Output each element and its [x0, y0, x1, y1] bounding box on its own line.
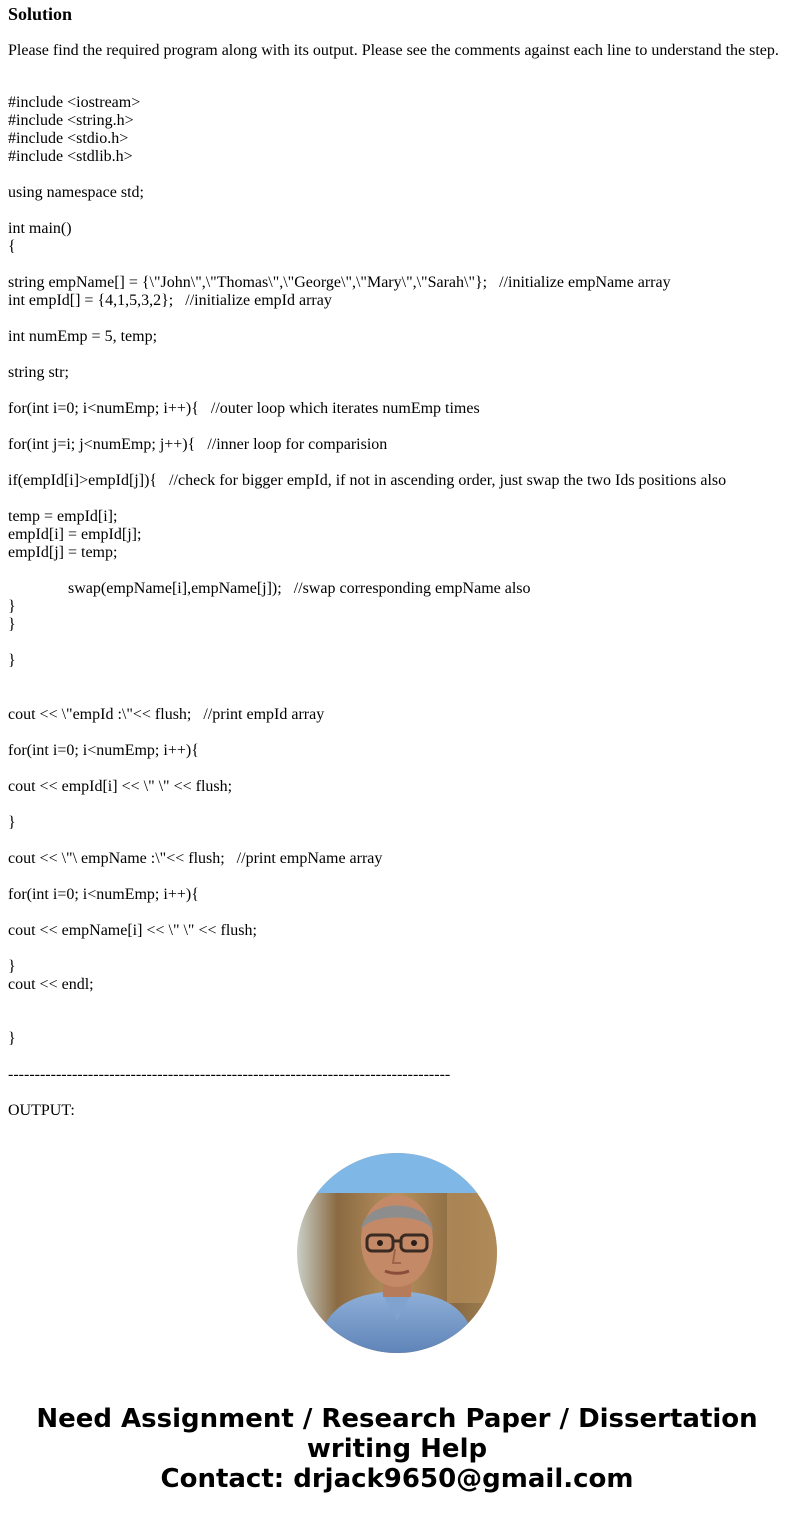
code-line: cout << empId[i] << \" \" << flush; [8, 778, 233, 795]
code-line [8, 868, 788, 886]
code-line [8, 832, 788, 850]
code-line: ----------------------------------------------------------------------------------- [8, 1066, 451, 1083]
code-line: } [8, 1030, 16, 1047]
code-line: empId[j] = temp; [8, 544, 118, 561]
code-line: } [8, 958, 16, 975]
code-line [8, 202, 788, 220]
code-line [8, 796, 788, 814]
code-line: int numEmp = 5, temp; [8, 328, 158, 345]
code-line: string str; [8, 364, 69, 381]
code-line: OUTPUT: [8, 1102, 75, 1119]
page-title: Solution [8, 4, 73, 24]
code-line: cout << \"\ empName :\"<< flush; //print empName array [8, 850, 383, 867]
code-line [8, 382, 788, 400]
code-line: } [8, 598, 16, 615]
code-line [8, 562, 788, 580]
code-line: #include <iostream> [8, 94, 141, 111]
code-line: #include <stdlib.h> [8, 148, 133, 165]
code-line [8, 688, 788, 706]
code-line [8, 634, 788, 652]
code-line: cout << empName[i] << \" \" << flush; [8, 922, 257, 939]
code-line: temp = empId[i]; [8, 508, 118, 525]
footer-ad [0, 1404, 794, 1494]
code-line: string empName[] = {\"John\",\"Thomas\",\"George\",\"Mary\",\"Sarah\"}; //initialize empName array [8, 274, 671, 291]
code-line: for(int i=0; i<numEmp; i++){ //outer loop which iterates numEmp times [8, 400, 480, 417]
code-line: } [8, 652, 16, 669]
code-line: #include <string.h> [8, 112, 134, 129]
code-line [8, 724, 788, 742]
code-line [8, 994, 788, 1012]
document [8, 4, 788, 1120]
author-photo [297, 1153, 497, 1353]
intro-paragraph: Please find the required program along with its output. Please see the comments against each line to understand the step. [8, 42, 779, 59]
code-line: int empId[] = {4,1,5,3,2}; //initialize empId array [8, 292, 332, 309]
avatar [297, 1153, 497, 1353]
code-line: cout << endl; [8, 976, 94, 993]
code-line: #include <stdio.h> [8, 130, 129, 147]
footer-line-2: writing Help [306, 1434, 488, 1464]
code-line [8, 166, 788, 184]
code-line [8, 1012, 788, 1030]
code-line [8, 1048, 788, 1066]
code-line [8, 256, 788, 274]
footer-line-1: Need Assignment / Research Paper / Dissertation [36, 1404, 758, 1434]
code-line: } [8, 616, 16, 633]
code-line [8, 454, 788, 472]
code-line [8, 490, 788, 508]
code-line: empId[i] = empId[j]; [8, 526, 142, 543]
code-line [8, 904, 788, 922]
code-line: } [8, 814, 16, 831]
code-line: cout << \"empId :\"<< flush; //print empId array [8, 706, 325, 723]
code-line: using namespace std; [8, 184, 144, 201]
code-line [8, 670, 788, 688]
code-block [8, 94, 788, 1120]
footer-contact: Contact: drjack9650@gmail.com [160, 1464, 634, 1494]
code-line [8, 760, 788, 778]
code-line: for(int i=0; i<numEmp; i++){ [8, 742, 199, 759]
code-line [8, 310, 788, 328]
code-line: for(int j=i; j<numEmp; j++){ //inner loop for comparision [8, 436, 388, 453]
code-line: int main() [8, 220, 72, 237]
code-line: { [8, 238, 16, 255]
code-line: if(empId[i]>empId[j]){ //check for bigger empId, if not in ascending order, just swap the two Ids positions also [8, 472, 727, 489]
code-line: for(int i=0; i<numEmp; i++){ [8, 886, 199, 903]
code-line [8, 346, 788, 364]
code-line [8, 418, 788, 436]
code-line: swap(empName[i],empName[j]); //swap corresponding empName also [68, 580, 531, 597]
code-line [8, 1084, 788, 1102]
code-line [8, 940, 788, 958]
